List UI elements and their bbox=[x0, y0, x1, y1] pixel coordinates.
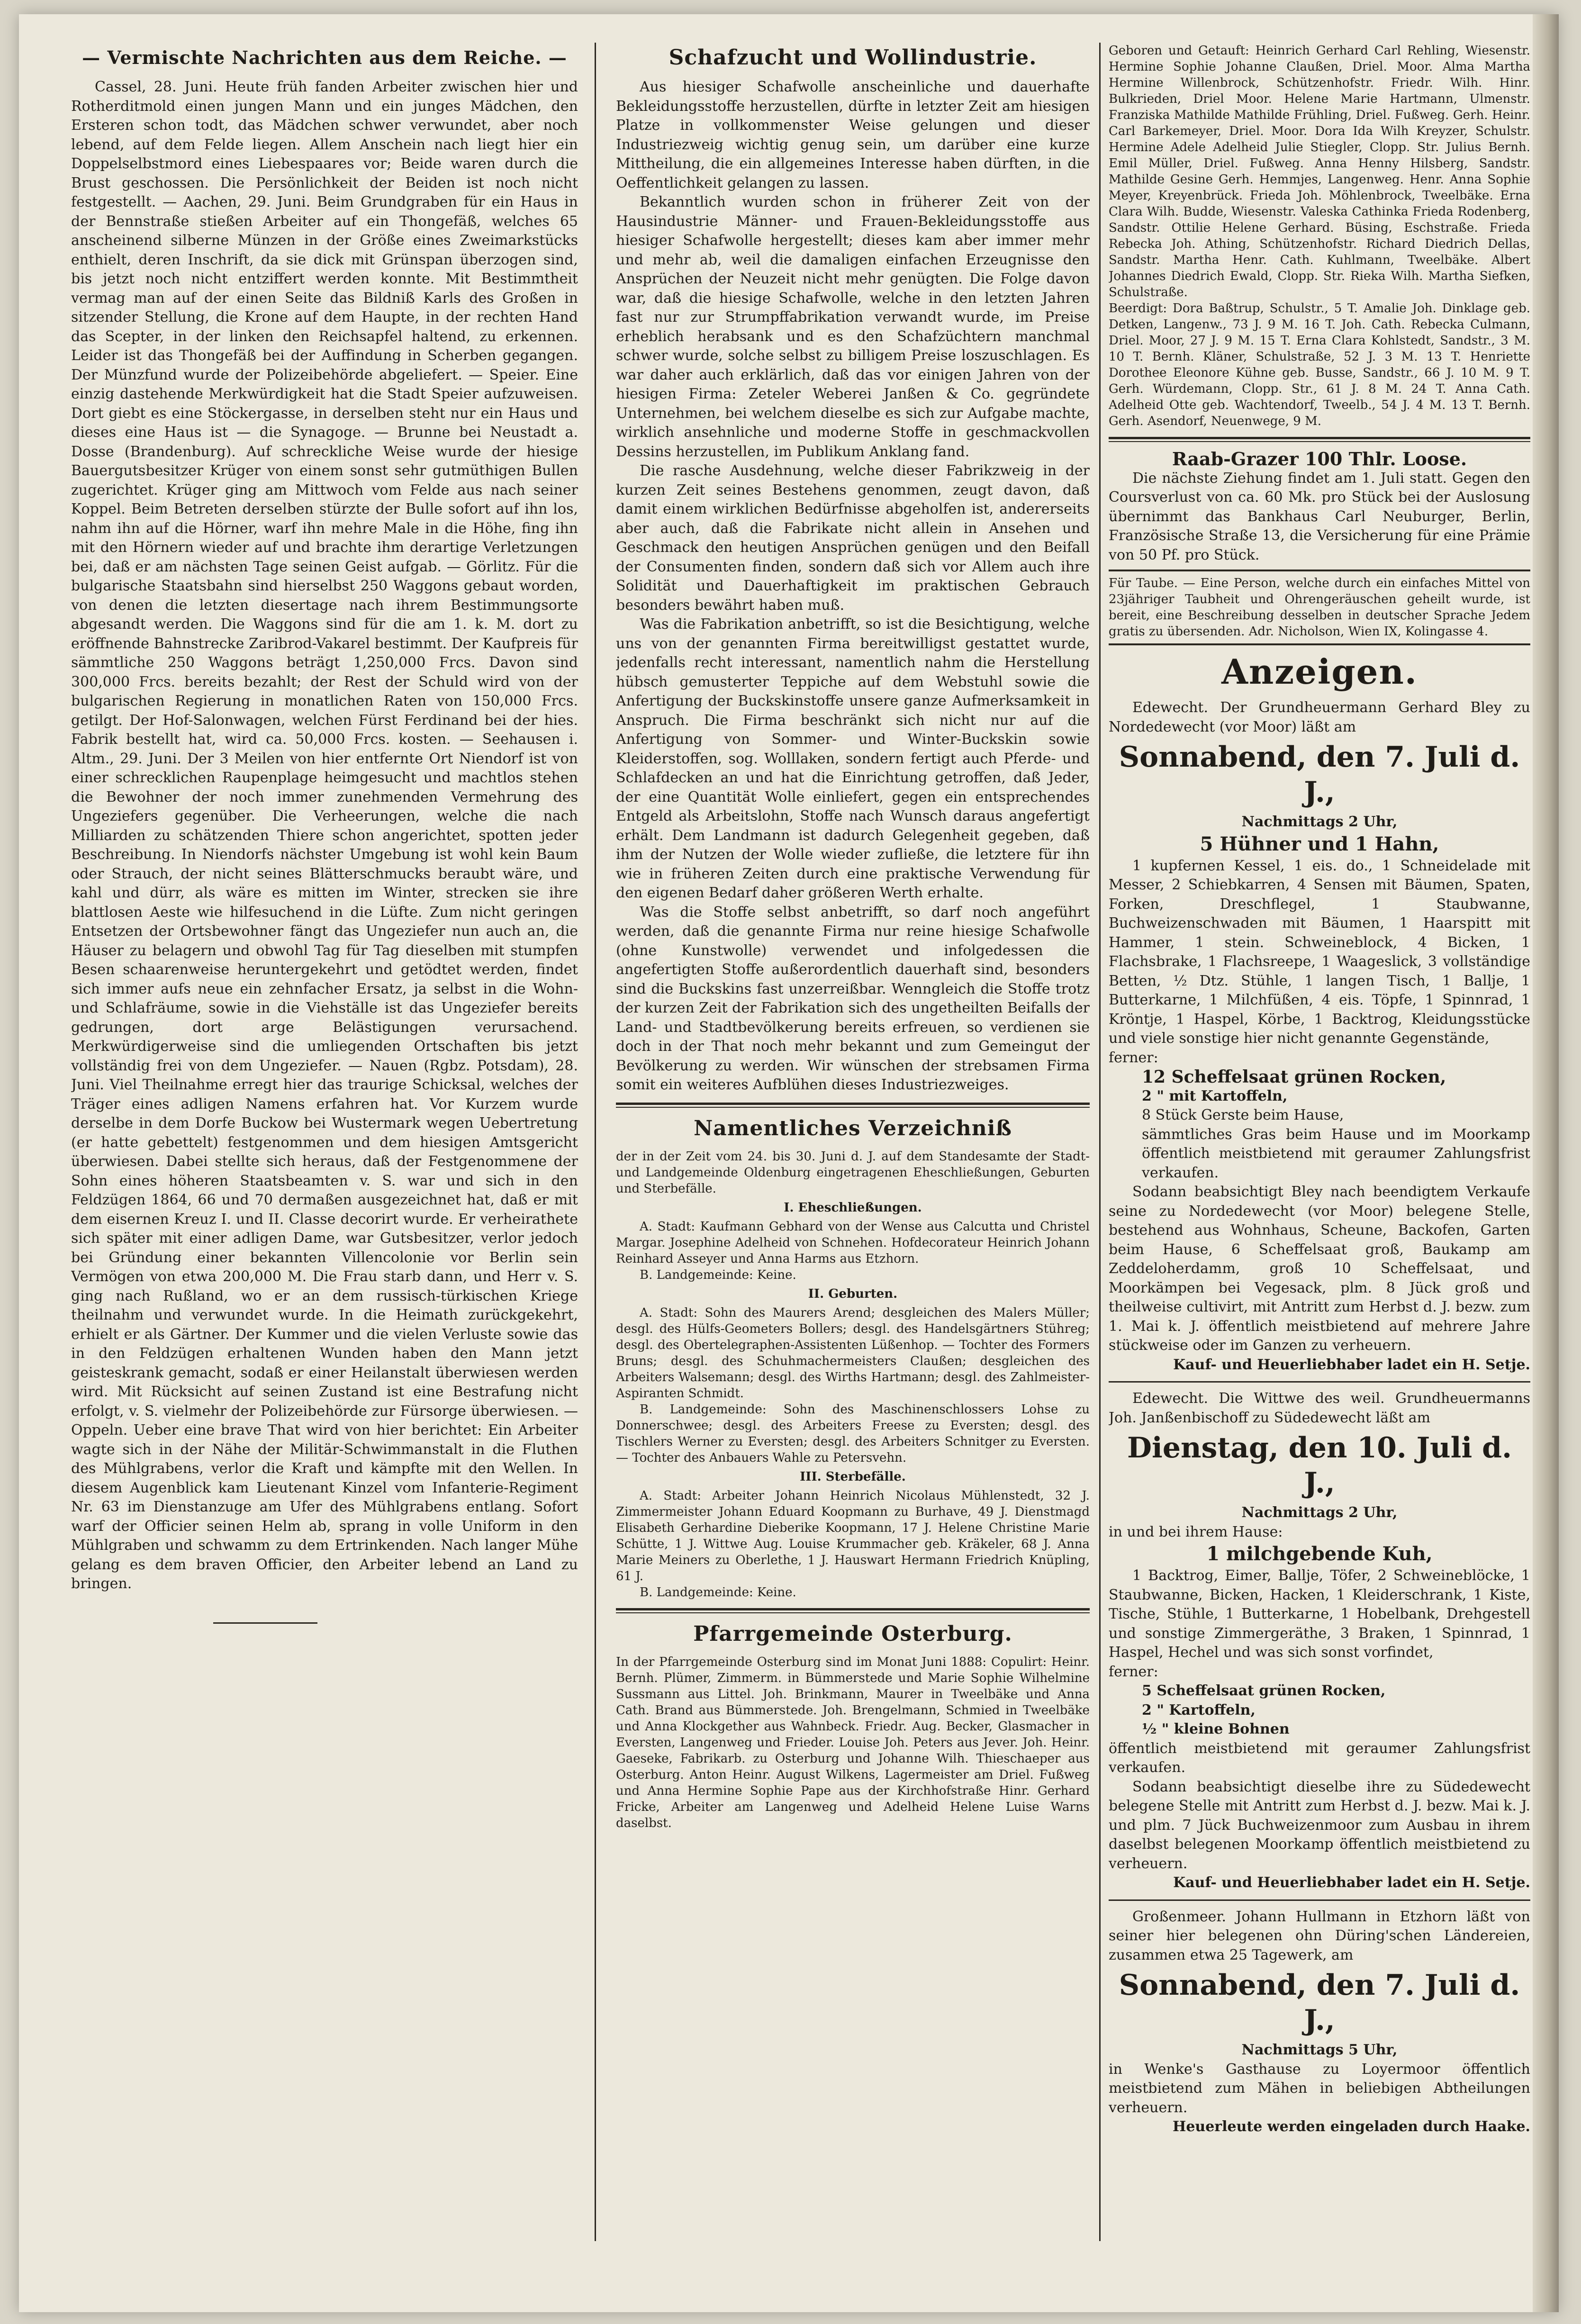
section-title: Schafzucht und Wollindustrie. bbox=[669, 45, 1037, 70]
divider bbox=[1109, 437, 1530, 442]
newspaper-page bbox=[19, 14, 1559, 2312]
ad-item: sämmtliches Gras beim Hause und im Moorkamp öffentlich meistbietend mit geraumer Zahlungsfrist verkaufen. bbox=[1142, 1126, 1530, 1181]
register-heading: III. Sterbefälle. bbox=[800, 1469, 906, 1484]
ad-label: ferner: bbox=[1109, 1663, 1158, 1680]
article-body: Cassel, 28. Juni. Heute früh fanden Arbeiter zwischen hier und Rotherditmold einen jungen Mann und ein junges Mädchen, den Ersteren schon todt, das Mädchen schwer verwundet, aber noch lebend, auf dem Felde liegen. Allem Anschein nach liegt hier ein Doppelselbstmord eines Liebespaares vor; Beide waren durch die Brust geschossen. Die Persönlichkeit der Beiden ist noch nicht festgestellt. — Aachen, 29. Juni. Beim Grundgraben für ein Haus in der Bennstraße stießen Arbeiter auf ein Thongefäß, welches 65 anscheinend silberne Münzen in der Größe eines Zweimarkstücks enthielt, deren Inschrift, da sie dick mit Grünspan überzogen sind, bis jetzt noch nicht entziffert werden konnte. Mit Bestimmtheit vermag man auf der einen Seite das Bildniß Karls des Großen in sitzender Stellung, die Krone auf dem Haupte, in der rechten Hand das Scepter, in der linken den Reichsapfel haltend, zu erkennen. Leider ist das Thongefäß bei der Auffindung in Scherben gegangen. Der Münzfund wurde der Polizeibehörde abgeliefert. — Speier. Eine einzig dastehende Merkwürdigkeit hat die Stadt Speier aufzuweisen. Dort giebt es eine Stöckergasse, in derselben steht nur ein Haus und dieses eine Haus ist — die Synagoge. — Brunne bei Neustadt a. Dosse (Brandenburg). Auf schreckliche Weise wurde der hiesige Bauergutsbesitzer Krüger von einem sonst sehr gutmüthigen Bullen zugerichtet. Krüger ging am Mittwoch vom Felde aus nach seiner Koppel. Beim Betreten derselben stürzte der Bulle sofort auf ihn los, nahm ihn auf die Hörner, warf ihn mehre Male in die Höhe, fing ihn mit den Hörnern wieder auf und brachte ihm derartige Verletzungen bei, daß er am nächsten Tage seinen Geist aufgab. — Görlitz. Für die bulgarische Staatsbahn sind hierselbst 250 Waggons gebaut worden, von denen die letzten diesertage nach ihrem Bestimmungsorte abgesandt werden. Die Waggons sind für die am 1. k. M. dort zu eröffnende Bahnstrecke Zaribrod-Vakarel bestimmt. Der Kaufpreis für sämmtliche 250 Waggons beträgt 1,250,000 Frcs. Davon sind 300,000 Frcs. bereits bezahlt; der Rest der Schuld wird von der bulgarischen Regierung in monatlichen Raten von 150,000 Frcs. getilgt. Der Hof-Salonwagen, welchen Fürst Ferdinand bei der hies. Fabrik bestellt hat, wird ca. 50,000 Frcs. kosten. — Seehausen i. Altm., 29. Juni. Der 3 Meilen von hier entfernte Ort Niendorf ist von einer schrecklichen Raupenplage heimgesucht und machtlos stehen die Bewohner der noch immer zunehmenden Vermehrung des Ungeziefers gegenüber. Die Verheerungen, welche die nach Milliarden zu schätzenden Thiere schon angerichtet, spotten jeder Beschreibung. In Niendorfs nächster Umgebung ist wohl kein Baum oder Strauch, der nicht seines Blätterschmucks beraubt wäre, und kahl und dürr, als wäre es mitten im Winter, strecken sie ihre blattlosen Aeste wie hilfesuchend in die Lüfte. Zum nicht geringen Entsetzen der Ortsbewohner fängt das Ungeziefer nun auch an, die Häuser zu belagern und obwohl Tag für Tag dieselben mit stumpfen Besen schaarenweise heruntergekehrt und getödtet werden, findet sich immer aufs neue ein zehnfacher Ersatz, ja selbst in die Wohn- und Schlafräume, sowie in die Viehställe ist das Ungeziefer bereits gedrungen, dort arge Belästigungen verursachend. Merkwürdigerweise sind die umliegenden Ortschaften bis jetzt vollständig frei von dem Ungeziefer. — Nauen (Rgbz. Potsdam), 28. Juni. Viel Theilnahme erregt hier das traurige Schicksal, welches der Träger eines adligen Namens erfahren hat. Vor Kurzem wurde derselbe in dem Dorfe Buckow bei Wustermark wegen Uebertretung (er hatte gebettelt) festgenommen und dem hiesigen Amtsgericht überwiesen. Dabei stellte sich heraus, daß der Festgenommene der Sohn eines höheren Staatsbeamten v. S. war und sich in den Feldzügen 1864, 66 und 70 dermaßen ausgezeichnet hat, daß er mit dem eisernen Kreuz I. und II. Classe decorirt wurde. Er verheirathete sich später mit einer adligen Dame, war Gutsbesitzer, verlor jedoch bei Gründung einer bekannten Villencolonie vor Berlin sein Vermögen von etwa 200,000 M. Die Frau starb dann, und Herr v. S. ging nach Rußland, wo er an dem russisch-türkischen Kriege theilnahm und verwundet wurde. In die Heimath zurückgekehrt, erhielt er als Gärtner. Der Kummer und die vielen Verluste sowie das in den Feldzügen erhaltenen Wunden haben den Mann jetzt geisteskrank gemacht, sodaß er einer Heilanstalt überwiesen werden wird. Mit Rücksicht auf seinen Zustand ist eine Bestrafung nicht erfolgt, v. S. vielmehr der Polizeibehörde zur Fürsorge überwiesen. — Oppeln. Ueber eine brave That wird von hier berichtet: Ein Arbeiter wagte sich in der Nähe der Militär-Schwimmanstalt in die Fluthen des Mühlgrabens, verlor die Kraft und kämpfte mit den Wellen. In diesem Augenblick kam Lieutenant Kinzel vom Infanterie-Regiment Nr. 63 im Dienstanzuge am Ufer des Mühlgrabens entlang. Sofort warf der Officier seinen Helm ab, sprang in volle Uniform in den Mühlgraben und schwamm zu dem Ertrinkenden. Nach langer Mühe gelang es dem braven Officier, den Arbeiter lebend an Land zu bringen. bbox=[71, 79, 578, 1592]
burials-list: Beerdigt: Dora Baßtrup, Schulstr., 5 T. Amalie Joh. Dinklage geb. Detken, Langenw., 73 J. 9 M. 16 T. Joh. Cath. Rebecka Culmann, Driel. Moor, 27 J. 9 M. 15 T. Erna Clara Kohlstedt, Sandstr., 3 M. 10 T. Bernh. Kläner, Schulstraße, 52 J. 3 M. 13 T. Henriette Dorothee Eleonore Kühne geb. Busse, Sandstr., 66 J. 10 M. 9 T. Gerh. Würdemann, Clopp. Str., 61 J. 8 M. 24 T. Anna Cath. Adelheid Otte geb. Wachtendorf, Tweelb., 54 J. 4 M. 13 T. Bernh. Gerh. Asendorf, Neuenwege, 9 M. bbox=[1109, 301, 1530, 428]
column-rule bbox=[1099, 43, 1101, 2241]
auction-time: Nachmittags 5 Uhr, bbox=[1241, 2042, 1398, 2058]
ad-intro: Edewecht. Die Wittwe des weil. Grundheuermanns Joh. Janßenbischoff zu Südedewecht läßt am bbox=[1109, 1390, 1530, 1426]
ad-signature: Kauf- und Heuerliebhaber ladet ein H. Setje. bbox=[1173, 1874, 1530, 1891]
ad-item: 5 Hühner und 1 Hahn, bbox=[1200, 832, 1439, 855]
column-rule bbox=[595, 43, 596, 2241]
end-rule bbox=[213, 1622, 317, 1624]
page-edge bbox=[1533, 14, 1559, 2312]
auction-date: Sonnabend, den 7. Juli d. J., bbox=[1119, 1969, 1520, 2037]
ad-signature: Heuerleute werden eingeladen durch Haake. bbox=[1172, 2118, 1530, 2135]
auction-time: Nachmittags 2 Uhr, bbox=[1241, 814, 1398, 830]
auction-time: Nachmittags 2 Uhr, bbox=[1241, 1504, 1398, 1521]
ad-body: Sodann beabsichtigt dieselbe ihre zu Südedewecht belegene Stelle mit Antritt zum Herbst d. J. bezw. Mai k. J. und plm. 7 Jück Buchweizenmoor zum Ausbau in ihrem daselbst belegenen Moorkamp öffentlich meistbietend zu verheuern. bbox=[1109, 1778, 1530, 1872]
ad-item: 2 " Kartoffeln, bbox=[1142, 1701, 1256, 1718]
ad-line: in und bei ihrem Hause: bbox=[1109, 1523, 1283, 1540]
section-title: Namentliches Verzeichniß bbox=[694, 1116, 1012, 1140]
ad-intro: Großenmeer. Johann Hullmann in Etzhorn läßt von seiner hier belegenen ohn Düring'schen Ländereien, zusammen etwa 25 Tagewerk, am bbox=[1109, 1908, 1530, 1963]
births-list: Geboren und Getauft: Heinrich Gerhard Carl Rehling, Wiesenstr. Hermine Sophie Johanne Claußen, Driel. Moor. Alma Martha Hermine Willenbrock, Schützenhofstr. Friedr. Wilh. Hinr. Bulkrieden, Driel Moor. Helene Marie Hartmann, Ulmenstr. Franziska Mathilde Mathilde Frühling, Driel. Fußweg. Gerh. Heinr. Carl Barkemeyer, Driel. Moor. Dora Ida Wilh Kreyzer, Schulstr. Hermine Adele Adelheid Julie Stiegler, Clopp. Str. Julius Bernh. Emil Müller, Driel. Fußweg. Anna Henny Hilsberg, Sandstr. Mathilde Gesine Gerh. Hemmjes, Langenweg. Henr. Anna Sophie Meyer, Kreyenbrück. Frieda Joh. Möhlenbrock, Tweelbäke. Erna Clara Wilh. Budde, Wiesenstr. Valeska Cathinka Frieda Rodenberg, Sandstr. Ottilie Helene Gerhard. Büsing, Eschstraße. Frieda Rebecka Joh. Athing, Schützenhofstr. Richard Diedrich Dellas, Sandstr. Martha Henr. Cath. Kuhlmann, Tweelbäke. Albert Johannes Diedrich Ewald, Clopp. Str. Rieka Wilh. Martha Siefken, Schulstraße. bbox=[1109, 44, 1530, 299]
register-entry: A. Stadt: Kaufmann Gebhard von der Wense aus Calcutta und Christel Margar. Josephine Adelheid von Schnehen. Hofdecorateur Heinrich Johann Reinhard Asseyer und Anna Harms aus Etzhorn. bbox=[616, 1219, 1090, 1266]
paragraph: Die rasche Ausdehnung, welche dieser Fabrikzweig in der kurzen Zeit seines Bestehens genommen, zeugt davon, daß damit einem wirklichen Bedürfnisse abgeholfen ist, andererseits aber auch, daß die Fabrikate nicht allein in Ansehen und Geschmack den heutigen Ansprüchen genügen und den Beifall der Consumenten finden, sondern daß sich vor Allem auch ihre Solidität und Dauerhaftigkeit im praktischen Gebrauch besonders bewährt haben muß. bbox=[616, 462, 1090, 614]
ad-body: Sodann beabsichtigt Bley nach beendigtem Verkaufe seine zu Nordedewecht (vor Moor) belegene Stelle, bestehend aus Wohnhaus, Scheune, Backofen, Garten beim Hause, 6 Scheffelsaat groß, Baukamp am Zeddeloherdamm, groß 10 Scheffelsaat, und Moorkämpen bei Vegesack, plm. 8 Jück groß und theilweise cultivirt, mit Antritt zum Herbst d. J. bezw. zum 1. Mai k. J. öffentlich meistbietend auf mehrere Jahre stückweise oder im Ganzen zu verheuern. bbox=[1109, 1184, 1530, 1354]
paragraph: Aus hiesiger Schafwolle anscheinliche und dauerhafte Bekleidungsstoffe herzustellen, dürfte in letzter Zeit am hiesigen Platze in vollkommenster Weise gelungen und dieser Industriezweig wichtig genug sein, um darüber eine kurze Mittheilung, die ein allgemeines Interesse haben dürften, in die Oeffentlichkeit gelangen zu lassen. bbox=[616, 79, 1090, 191]
divider bbox=[1109, 1899, 1530, 1901]
auction-date: Sonnabend, den 7. Juli d. J., bbox=[1119, 741, 1520, 809]
register-entry: B. Landgemeinde: Sohn des Maschinenschlossers Lohse zu Donnerschwee; desgl. des Arbeiters Freese zu Eversten; desgl. des Tischlers Werner zu Eversten; desgl. des Arbeiters Schnitger zu Eversten. — Tochter des Anbauers Wahle zu Petersvehn. bbox=[616, 1402, 1090, 1465]
ad-item: 8 Stück Gerste beim Hause, bbox=[1142, 1107, 1344, 1123]
column-ads bbox=[1109, 43, 1530, 2298]
section-title: — Vermischte Nachrichten aus dem Reiche. — bbox=[82, 47, 567, 68]
section-title: Pfarrgemeinde Osterburg. bbox=[693, 1621, 1012, 1646]
register-intro: der in der Zeit vom 24. bis 30. Juni d. J. auf dem Standesamte der Stadt- und Landgemeinde Oldenburg eingetragenen Eheschließungen, Geburten und Sterbefälle. bbox=[616, 1149, 1090, 1196]
ad-item: 12 Scheffelsaat grünen Rocken, bbox=[1142, 1067, 1446, 1087]
ad-line: öffentlich meistbietend mit geraumer Zahlungsfrist verkaufen. bbox=[1109, 1740, 1530, 1776]
ad-title: Raab-Grazer 100 Thlr. Loose. bbox=[1172, 448, 1467, 470]
ad-item: 2 " mit Kartoffeln, bbox=[1142, 1087, 1288, 1104]
paragraph: Was die Stoffe selbst anbetrifft, so darf noch angeführt werden, daß die genannte Firma nur reine hiesige Schafwolle (ohne Kunstwolle) verwendet und infolgedessen die angefertigten Stoffe außerordentlich dauerhaft sind, besonders sind die Buckskins fast unzerreißbar. Wenngleich die Stoffe trotz der kurzen Zeit der Fabrikation sich des ungetheilten Beifalls der Land- und Stadtbevölkerung bereits erfreuen, so verdienen sie doch in der That noch mehr bekannt und zum Gemeingut der Bevölkerung zu werden. Wir wünschen der strebsamen Firma somit ein weiteres Aufblühen dieses Industriezweiges. bbox=[616, 904, 1090, 1093]
ad-box bbox=[1109, 570, 1530, 645]
ad-body: Für Taube. — Eine Person, welche durch ein einfaches Mittel von 23jähriger Taubheit und Ohrengeräuschen geheilt wurde, ist bereit, eine Beschreibung desselben in deutscher Sprache Jedem gratis zu übersenden. Adr. Nicholson, Wien IX, Kolingasse 4. bbox=[1109, 576, 1530, 639]
ad-body: in Wenke's Gasthause zu Loyermoor öffentlich meistbietend zum Mähen in beliebigen Abtheilungen verheuern. bbox=[1109, 2061, 1530, 2116]
ad-item: 5 Scheffelsaat grünen Rocken, bbox=[1142, 1682, 1386, 1699]
ad-item: 1 milchgebende Kuh, bbox=[1206, 1543, 1433, 1565]
ad-list: 1 kupfernen Kessel, 1 eis. do., 1 Schneidelade mit Messer, 2 Schiebkarren, 4 Sensen mit Bäumen, Spaten, Forken, Dreschflegel, 1 Staubwanne, Buchweizenschwaden mit Bäumen, 1 Haarspitt mit Hammer, 1 stein. Schweineblock, 4 Bicken, 1 Flachsbrake, 1 Flachsreepe, 1 Waageslick, 3 vollständige Betten, ½ Dtz. Stühle, 1 langen Tisch, 1 Ballje, 1 Butterkarne, 1 Milchfüßen, 4 eis. Töpfe, 1 Spinnrad, 1 Kröntje, 1 Haspel, Körbe, 1 Backtrog, Kleidungsstücke und viele sonstige hier nicht genannte Gegenstände, bbox=[1109, 857, 1530, 1047]
ad-signature: Kauf- und Heuerliebhaber ladet ein H. Setje. bbox=[1173, 1356, 1530, 1373]
divider bbox=[616, 1608, 1090, 1613]
column-middle bbox=[616, 43, 1090, 2298]
register-entry: B. Landgemeinde: Keine. bbox=[640, 1267, 796, 1282]
register-heading: II. Geburten. bbox=[808, 1286, 898, 1301]
ad-item: ½ " kleine Bohnen bbox=[1142, 1721, 1290, 1737]
auction-date: Dienstag, den 10. Juli d. J., bbox=[1127, 1431, 1512, 1500]
divider bbox=[1109, 1381, 1530, 1383]
parish-register: In der Pfarrgemeinde Osterburg sind im Monat Juni 1888: Copulirt: Heinr. Bernh. Plümer, Zimmerm. in Bümmerstede und Marie Sophie Wilhelmine Sussmann aus Littel. Joh. Brinkmann, Maurer in Tweelbäke und Anna Cath. Brand aus Bümmerstede. Joh. Brengelmann, Schmied in Tweelbäke und Anna Klockgether aus Wahnbeck. Friedr. Aug. Becker, Glasmacher in Eversten, Langenweg und Frieder. Louise Joh. Peters aus Jever. Joh. Heinr. Gaeseke, Fabrikarb. zu Osterburg und Johanne Wilh. Thieschaeper aus Osterburg. Anton Heinr. August Wilkens, Lagermeister am Driel. Fußweg und Anna Hermine Sophie Pape aus der Kirchhofstraße Hinr. Gerhard Fricke, Arbeiter am Langenweg und Adelheid Helene Luise Warns daselbst. bbox=[616, 1655, 1090, 1830]
section-title: Anzeigen. bbox=[1221, 651, 1418, 692]
ad-label: ferner: bbox=[1109, 1049, 1158, 1066]
divider bbox=[616, 1103, 1090, 1108]
register-entry: A. Stadt: Sohn des Maurers Arend; desgleichen des Malers Müller; desgl. des Hülfs-Geometers Bollers; desgl. des Handelsgärtners Stühreg; desgl. des Obertelegraphen-Assistenten Lüßenhop. — Tochter des Formers Bruns; desgl. des Schuhmachermeisters Claußen; desgleichen des Arbeiters Walsemann; desgl. des Wirths Hartmann; desgl. des Zahlmeister-Aspiranten Schmidt. bbox=[616, 1305, 1090, 1401]
register-heading: I. Eheschließungen. bbox=[784, 1200, 922, 1215]
register-entry: A. Stadt: Arbeiter Johann Heinrich Nicolaus Mühlenstedt, 32 J. Zimmermeister Johann Eduard Koopmann zu Burhave, 49 J. Dienstmagd Elisabeth Gerhardine Dieberike Koopmann, 17 J. Helene Christine Marie Schütte, 1 J. Wittwe Aug. Louise Krummacher geb. Kräkeler, 68 J. Anna Marie Meiners zu Oberlethe, 1 J. Hauswart Hermann Friedrich Knüpling, 61 J. bbox=[616, 1488, 1090, 1583]
paragraph: Was die Fabrikation anbetrifft, so ist die Besichtigung, welche uns von der genannten Firma bereitwilligst gestattet wurde, jedenfalls recht interessant, namentlich nahm die Herstellung hübsch gemusterter Teppiche auf dem Webstuhl sowie die Anfertigung der Buckskinstoffe unsere ganze Aufmerksamkeit in Anspruch. Die Firma beschränkt sich nicht nur auf die Anfertigung von Sommer- und Winter-Buckskin sowie Kleiderstoffen, sog. Wolllaken, sondern fertigt auch Pferde- und Schlafdecken an und hat die Einrichtung getroffen, daß Jeder, der eine Quantität Wolle einliefert, gegen ein entsprechendes Entgeld als Arbeitslohn, Stoffe nach Wunsch daraus angefertigt erhält. Dem Landmann ist dadurch Gelegenheit gegeben, daß ihm der Nutzen der Wolle wieder zufließe, die letztere für ihn wie in früheren Zeiten durch eine praktische Verwendung für den eigenen Bedarf daher größeren Werth erhalte. bbox=[616, 616, 1090, 901]
ad-intro: Edewecht. Der Grundheuermann Gerhard Bley zu Nordedewecht (vor Moor) läßt am bbox=[1109, 699, 1530, 735]
register-entry: B. Landgemeinde: Keine. bbox=[640, 1585, 796, 1600]
ad-list: 1 Backtrog, Eimer, Ballje, Töfer, 2 Schweineblöcke, 1 Staubwanne, Bicken, Hacken, 1 Kleiderschrank, 1 Kiste, Tische, Stühle, 1 Butterkarne, 1 Hobelbank, Drehgestell und sonstige Zimmergeräthe, 3 Braken, 1 Spinnrad, 1 Haspel, Hechel und was sich sonst vorfindet, bbox=[1109, 1567, 1530, 1661]
column-news bbox=[71, 43, 578, 2298]
ad-body: Die nächste Ziehung findet am 1. Juli statt. Gegen den Coursverlust von ca. 60 Mk. pro Stück bei der Auslosung übernimmt das Bankhaus Carl Neuburger, Berlin, Französische Straße 13, die Versicherung für eine Prämie von 50 Pf. pro Stück. bbox=[1109, 470, 1530, 563]
paragraph: Bekanntlich wurden schon in früherer Zeit von der Hausindustrie Männer- und Frauen-Bekleidungsstoffe aus hiesiger Schafwolle hergestellt; dieses kam aber immer mehr und mehr ab, weil die damaligen einfachen Erzeugnisse den Ansprüchen der Neuzeit nicht mehr genügten. Die Folge davon war, daß die hiesige Schafwolle, welche in den letzten Jahren fast nur zur Strumpffabrikation verwandt wurde, im Preise erheblich herabsank und es den Schafzüchtern manchmal schwer wurde, solche selbst zu billigem Preise loszuschlagen. Es war daher auch erklärlich, daß das vor einigen Jahren von der hiesigen Firma: Zeteler Weberei Janßen & Co. gegründete Unternehmen, bei welchem dieselbe es sich zur Aufgabe machte, wirklich ansehnliche und moderne Stoffe in geschmackvollen Dessins herzustellen, im Publikum Anklang fand. bbox=[616, 194, 1090, 460]
